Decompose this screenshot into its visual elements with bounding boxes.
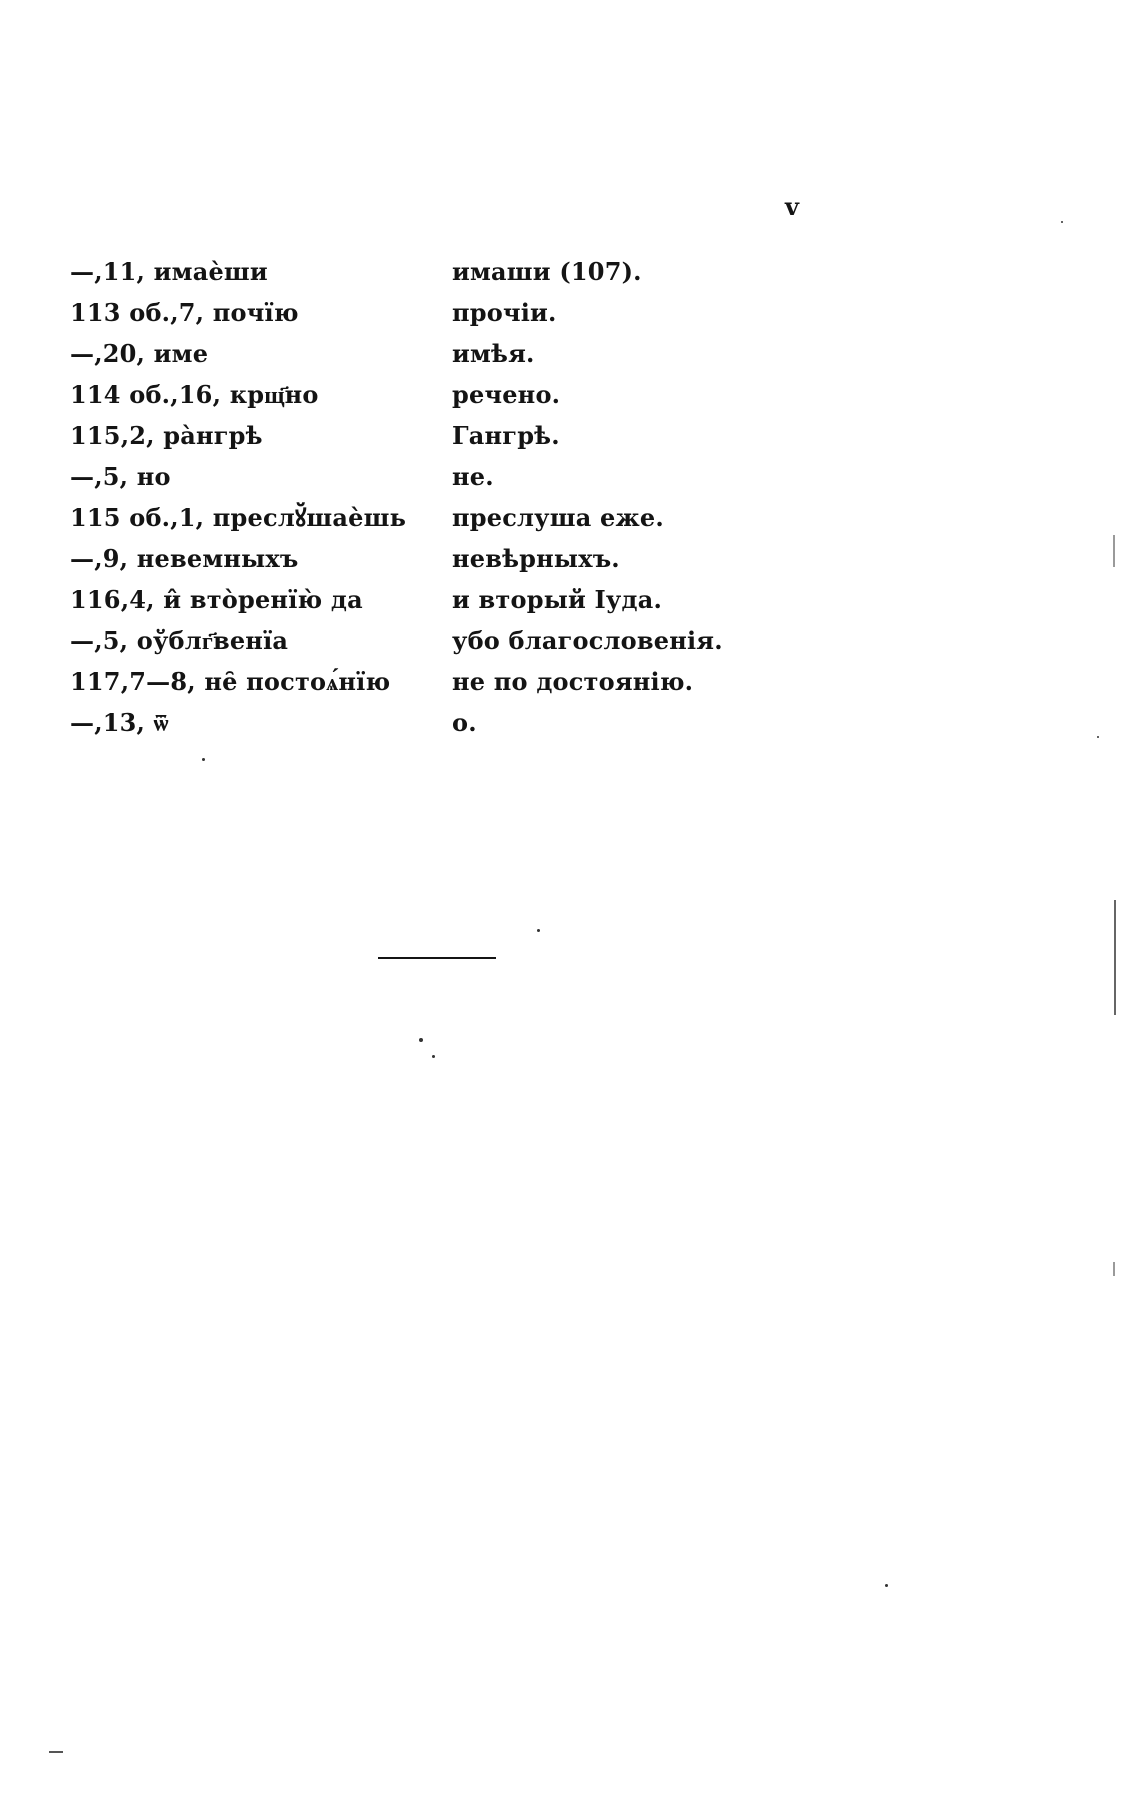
errata-correct: и вторый Iуда. <box>452 585 662 614</box>
errata-wrong: 117,7—8, не̑ постоѧ́нїю <box>70 667 391 696</box>
errata-row <box>70 540 710 581</box>
errata-correct: прочiи. <box>452 298 557 327</box>
scan-speck <box>885 1584 888 1587</box>
scan-speck <box>202 758 205 761</box>
errata-row <box>70 376 710 417</box>
errata-row <box>70 663 710 704</box>
errata-row <box>70 294 710 335</box>
errata-row <box>70 253 710 294</box>
errata-wrong: —,5, но <box>70 462 171 491</box>
errata-correct: не. <box>452 462 494 491</box>
scan-speck <box>1097 736 1099 738</box>
errata-correct: Гангрѣ. <box>452 421 560 450</box>
errata-wrong: —,5, оўблг҃венїа <box>70 626 289 655</box>
errata-wrong: 116,4, и̂ вто̀ренїю̀ да <box>70 585 363 614</box>
section-divider <box>378 957 496 959</box>
errata-wrong: —,20, име <box>70 339 209 368</box>
errata-row <box>70 581 710 622</box>
errata-wrong: —,9, невемныхъ <box>70 544 299 573</box>
scan-speck <box>537 929 540 932</box>
scan-edge-mark <box>1113 1262 1115 1276</box>
scan-edge-mark <box>1114 900 1116 1015</box>
errata-row <box>70 704 710 745</box>
errata-row <box>70 458 710 499</box>
errata-wrong: 115 об.,1, преслꙋ̆шаѐшь <box>70 503 407 532</box>
errata-wrong: —,11, имаѐши <box>70 257 268 286</box>
errata-wrong: 115,2, ра̀нгрѣ <box>70 421 263 450</box>
scan-speck <box>1061 221 1063 223</box>
errata-wrong: —,13, ѿ <box>70 708 169 737</box>
errata-correct: преслуша еже. <box>452 503 664 532</box>
errata-correct: речено. <box>452 380 561 409</box>
errata-row <box>70 622 723 663</box>
errata-wrong: 114 об.,16, крщ҃но <box>70 380 319 409</box>
errata-list <box>70 253 723 745</box>
errata-row <box>70 417 710 458</box>
errata-wrong: 113 об.,7, почїю <box>70 298 299 327</box>
scan-edge-mark <box>49 1751 63 1753</box>
errata-correct: не по достоянiю. <box>452 667 694 696</box>
page-number: v <box>785 192 799 221</box>
errata-correct: имѣя. <box>452 339 535 368</box>
errata-row <box>70 335 710 376</box>
scan-edge-mark <box>1113 535 1115 567</box>
errata-correct: о. <box>452 708 477 737</box>
errata-correct: невѣрныхъ. <box>452 544 620 573</box>
errata-correct: имаши (107). <box>452 257 642 286</box>
scan-speck <box>432 1055 435 1058</box>
errata-correct: убо благословенiя. <box>452 626 723 655</box>
errata-row <box>70 499 710 540</box>
scan-speck <box>419 1038 423 1042</box>
